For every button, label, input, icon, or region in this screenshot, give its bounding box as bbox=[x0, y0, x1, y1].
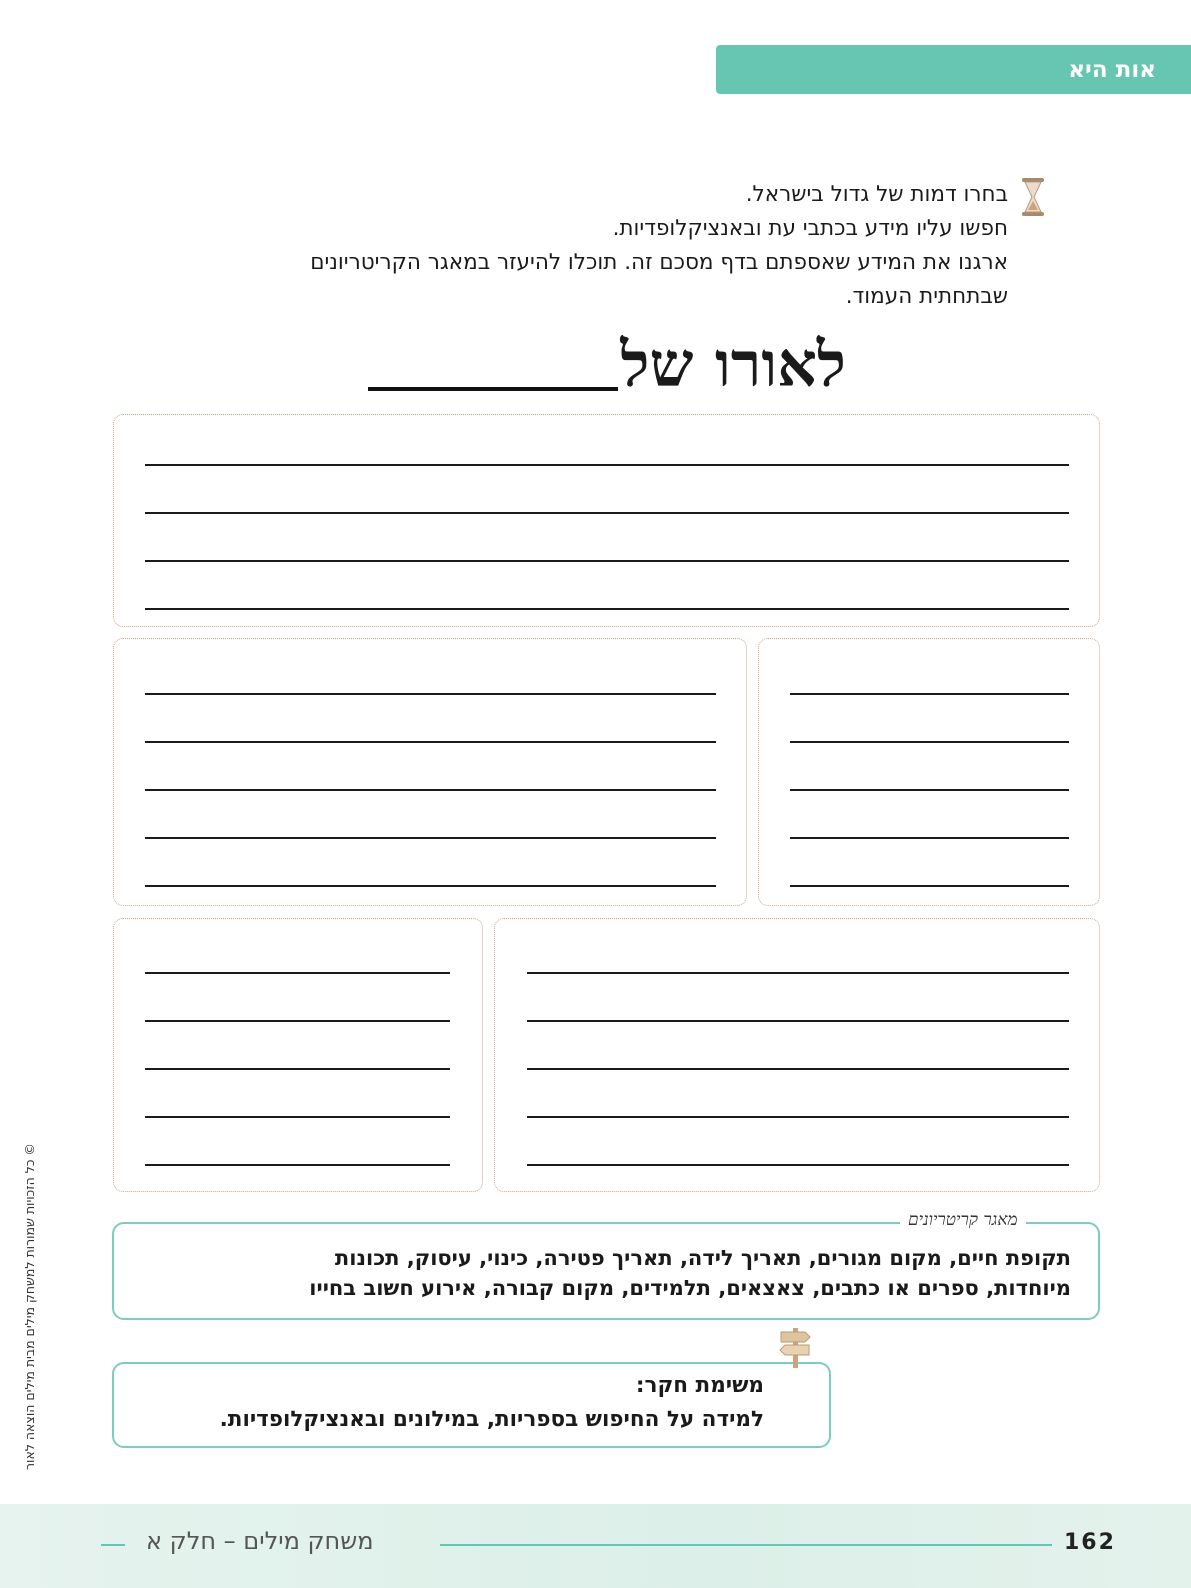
criteria-line: תקופת חיים, מקום מגורים, תאריך לידה, תאריך פטירה, כינוי, עיסוק, תכונות bbox=[334, 1246, 1071, 1270]
writing-line[interactable] bbox=[790, 789, 1069, 791]
writing-line[interactable] bbox=[790, 837, 1069, 839]
writing-box-middle-right bbox=[758, 638, 1100, 906]
writing-line[interactable] bbox=[145, 464, 1069, 466]
criteria-label: מאגר קריטריונים bbox=[900, 1210, 1026, 1230]
section-tag-label: אות היא bbox=[1068, 56, 1156, 83]
instruction-line: שבתחתית העמוד. bbox=[845, 284, 1008, 309]
instruction-line: ארגנו את המידע שאספתם בדף מסכם זה. תוכלו להיעזר במאגר הקריטריונים bbox=[310, 250, 1008, 275]
instruction-line: בחרו דמות של גדול בישראל. bbox=[745, 182, 1008, 207]
writing-line[interactable] bbox=[790, 693, 1069, 695]
writing-line[interactable] bbox=[145, 1020, 450, 1022]
writing-line[interactable] bbox=[145, 885, 716, 887]
writing-line[interactable] bbox=[527, 972, 1069, 974]
writing-line[interactable] bbox=[145, 1068, 450, 1070]
research-task-description: למידה על החיפוש בספריות, במילונים ובאנציקלופדיות. bbox=[219, 1407, 764, 1432]
writing-line[interactable] bbox=[790, 741, 1069, 743]
writing-line[interactable] bbox=[145, 560, 1069, 562]
writing-box-middle-left bbox=[113, 638, 747, 906]
writing-line[interactable] bbox=[145, 972, 450, 974]
section-tag bbox=[716, 45, 1191, 94]
writing-line[interactable] bbox=[790, 885, 1069, 887]
footer-book-title: משחק מילים – חלק א bbox=[146, 1527, 374, 1555]
writing-line[interactable] bbox=[527, 1020, 1069, 1022]
name-blank-line[interactable] bbox=[368, 387, 618, 391]
writing-line[interactable] bbox=[145, 1116, 450, 1118]
worksheet-title: לאורו של bbox=[620, 328, 846, 401]
writing-line[interactable] bbox=[145, 608, 1069, 610]
writing-line[interactable] bbox=[145, 741, 716, 743]
research-task-text bbox=[220, 1369, 764, 1437]
criteria-text bbox=[191, 1243, 1071, 1303]
writing-box-top bbox=[113, 414, 1100, 627]
writing-line[interactable] bbox=[145, 1164, 450, 1166]
writing-line[interactable] bbox=[145, 789, 716, 791]
footer-divider bbox=[101, 1544, 125, 1546]
signpost-icon bbox=[777, 1324, 813, 1370]
hourglass-icon bbox=[1019, 176, 1047, 218]
writing-line[interactable] bbox=[145, 693, 716, 695]
writing-line[interactable] bbox=[145, 837, 716, 839]
writing-line[interactable] bbox=[145, 512, 1069, 514]
instruction-line: חפשו עליו מידע בכתבי עת ובאנציקלופדיות. bbox=[612, 216, 1008, 241]
writing-line[interactable] bbox=[527, 1116, 1069, 1118]
writing-line[interactable] bbox=[527, 1068, 1069, 1070]
instructions bbox=[138, 178, 1008, 314]
criteria-line: מיוחדות, ספרים או כתבים, צאצאים, תלמידים, מקום קבורה, אירוע חשוב בחייו bbox=[309, 1276, 1071, 1300]
copyright-notice: © כל הזכויות שמורות למשחק מילים מבית מילים הוצאה לאור bbox=[22, 1143, 37, 1470]
footer-divider bbox=[440, 1544, 1052, 1546]
writing-line[interactable] bbox=[527, 1164, 1069, 1166]
research-task-heading: משימת חקר: bbox=[635, 1373, 764, 1398]
writing-box-bottom-left bbox=[113, 918, 483, 1192]
writing-box-bottom-right bbox=[494, 918, 1100, 1192]
page-number: 162 bbox=[1064, 1530, 1116, 1555]
